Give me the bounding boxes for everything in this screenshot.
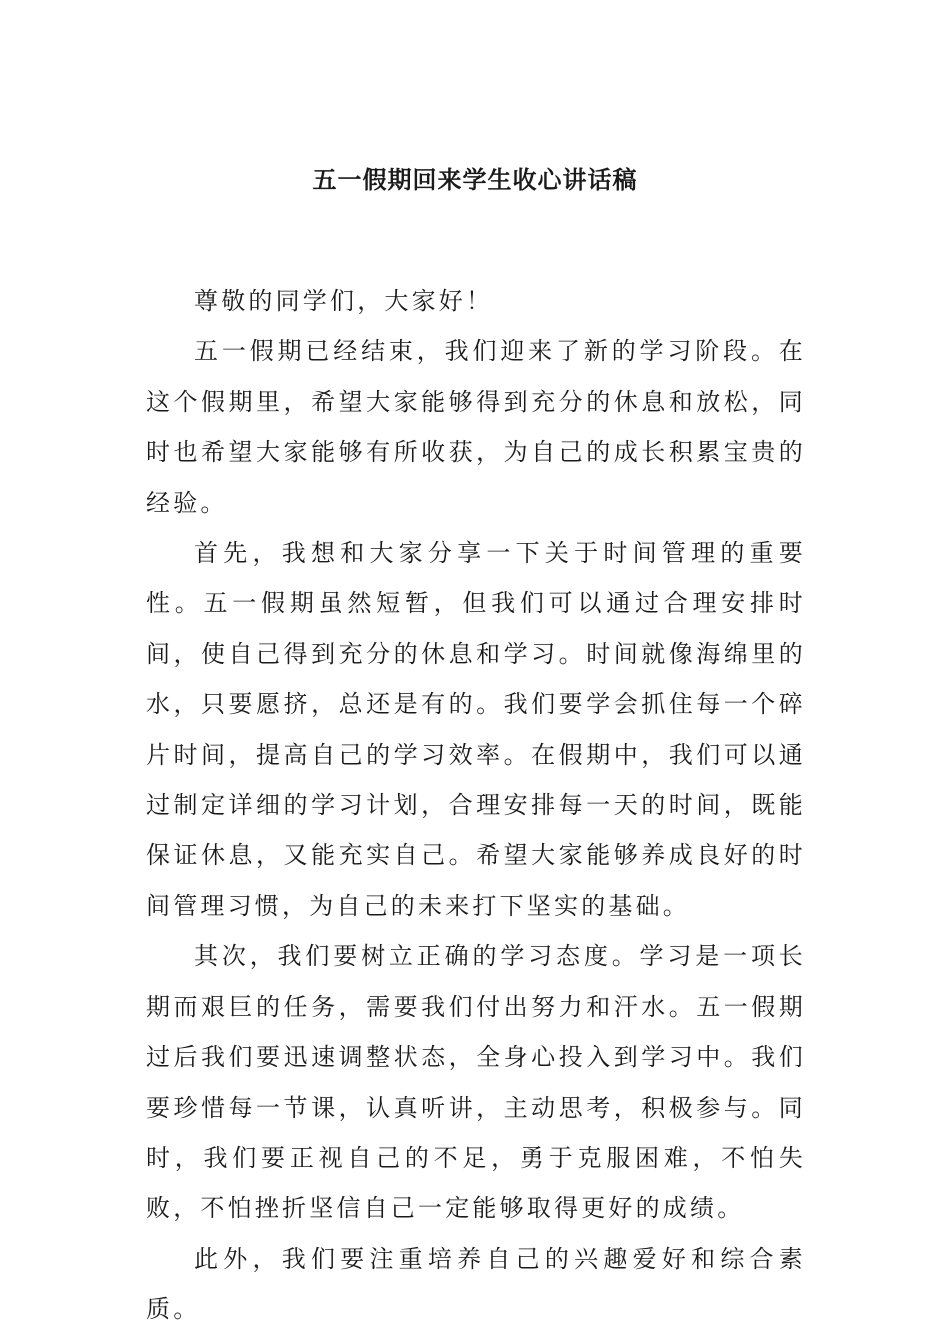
document-title: 五一假期回来学生收心讲话稿 — [312, 166, 638, 194]
paragraph-intro: 五一假期已经结束，我们迎来了新的学习阶段。在这个假期里，希望大家能够得到充分的休息和放松，同时也希望大家能够有所收获，为自己的成长积累宝贵的经验。 — [146, 337, 806, 517]
document-body — [146, 276, 806, 1335]
paragraph-study-attitude: 其次，我们要树立正确的学习态度。学习是一项长期而艰巨的任务，需要我们付出努力和汗水。五一假期过后我们要迅速调整状态，全身心投入到学习中。我们要珍惜每一节课，认真听讲，主动思考，积极参与。同时，我们要正视自己的不足，勇于克服困难，不怕失败，不怕挫折坚信自己一定能够取得更好的成绩。 — [146, 942, 806, 1223]
paragraph-interests: 此外，我们要注重培养自己的兴趣爱好和综合素质。 — [146, 1244, 806, 1324]
paragraph-time-management: 首先，我想和大家分享一下关于时间管理的重要性。五一假期虽然短暂，但我们可以通过合理安排时间，使自己得到充分的休息和学习。时间就像海绵里的水，只要愿挤，总还是有的。我们要学会抓住每一个碎片时间，提高自己的学习效率。在假期中，我们可以通过制定详细的学习计划，合理安排每一天的时间，既能保证休息，又能充实自己。希望大家能够养成良好的时间管理习惯，为自己的未来打下坚实的基础。 — [146, 539, 806, 920]
paragraph-greeting: 尊敬的同学们，大家好！ — [194, 287, 494, 315]
